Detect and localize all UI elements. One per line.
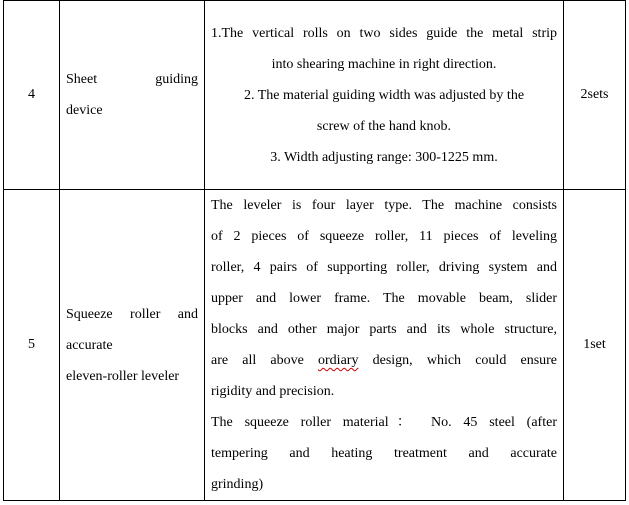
item-name [60, 190, 205, 501]
description-line: rigidity and precision. [211, 384, 335, 399]
spec-table [3, 0, 626, 501]
item-description [205, 190, 564, 501]
description-fragment: are all above [211, 353, 304, 368]
description-line: roller, 4 pairs of supporting roller, driving system and [211, 260, 557, 275]
item-name-line: eleven-roller leveler [66, 368, 180, 384]
item-number: 5 [4, 190, 60, 501]
item-name-line: accurate [66, 337, 113, 353]
description-line: The leveler is four layer type. The machine consists [211, 198, 557, 213]
table-row [4, 1, 626, 190]
item-name-line: device [66, 103, 103, 118]
description-line: of 2 pieces of squeeze roller, 11 pieces of leveling [211, 229, 557, 244]
item-quantity: 1set [564, 190, 626, 501]
description-line: The squeeze roller material： No. 45 steel (after [211, 415, 557, 430]
description-line: tempering and heating treatment and accurate [211, 446, 557, 461]
item-number: 4 [4, 1, 60, 190]
description-line: 1.The vertical rolls on two sides guide the metal strip [211, 25, 557, 41]
item-name [60, 1, 205, 190]
item-description [205, 1, 564, 190]
description-line: blocks and other major parts and its whole structure, [211, 322, 557, 337]
item-quantity: 2sets [564, 1, 626, 190]
item-name-line: Sheet guiding [66, 72, 198, 87]
description-line [211, 345, 557, 376]
table-row [4, 190, 626, 501]
description-line: 3. Width adjusting range: 300-1225 mm. [270, 149, 498, 165]
description-line: screw of the hand knob. [316, 118, 452, 134]
description-line: into shearing machine in right direction. [271, 56, 497, 72]
description-line: grinding) [211, 477, 264, 492]
description-line: 2. The material guiding width was adjusted by the [243, 87, 525, 103]
item-name-line: Squeeze roller and [66, 306, 198, 322]
description-line: upper and lower frame. The movable beam, slider [211, 291, 557, 306]
spellcheck-word: ordiary [318, 353, 359, 368]
description-fragment: design, which could ensure [372, 353, 558, 368]
